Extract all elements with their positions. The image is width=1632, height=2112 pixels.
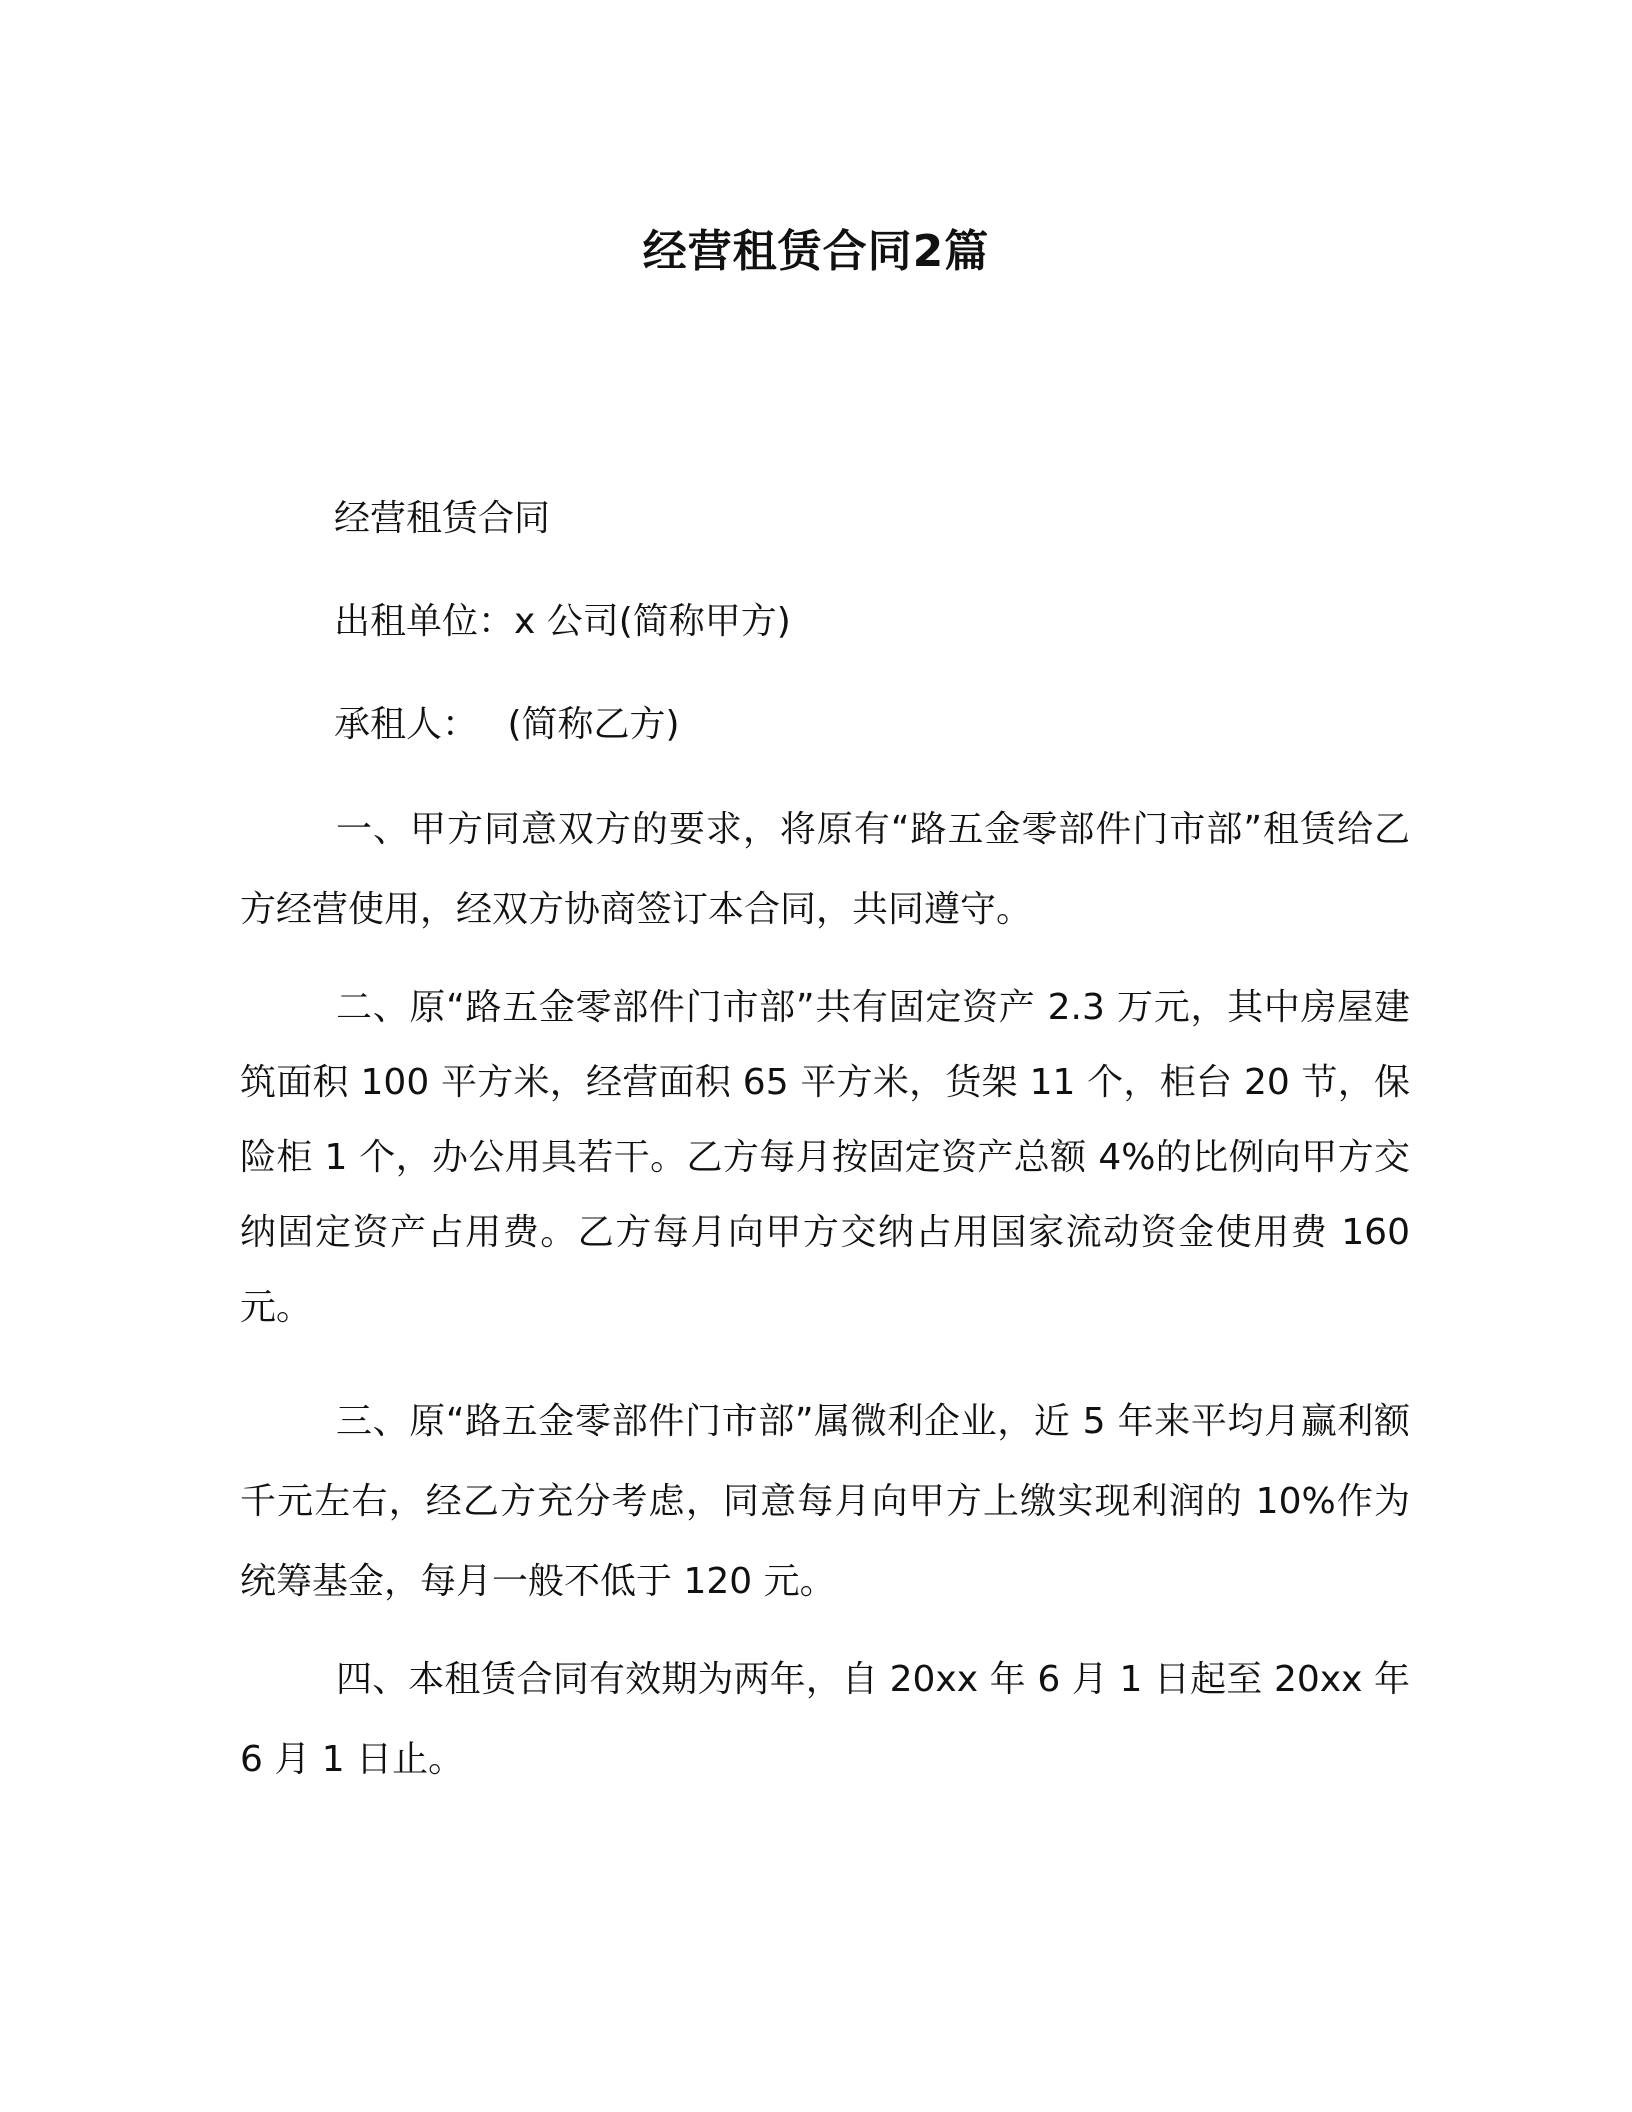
clause-1: 一、甲方同意双方的要求，将原有“路五金零部件门市部”租赁给乙方经营使用，经双方协商签订本合同，共同遵守。 (240, 809, 1410, 930)
contract-subtitle: 经营租赁合同 (334, 498, 551, 539)
lessee-line: 承租人： (简称乙方) (334, 704, 680, 745)
lessor-line: 出租单位：x 公司(简称甲方) (334, 601, 791, 642)
clause-2: 二、原“路五金零部件门市部”共有固定资产 2.3 万元，其中房屋建筑面积 100 平方米，经营面积 65 平方米，货架 11 个，柜台 20 节，保险柜 1 个，办公用具若干。乙方每月按固定资产总额 4%的比例向甲方交纳固定资产占用费。乙方每月向甲方交纳占用国家流动资金使用费 160 元。 (240, 987, 1410, 1328)
document-title: 经营租赁合同2篇 (642, 226, 990, 277)
clause-3: 三、原“路五金零部件门市部”属微利企业，近 5 年来平均月赢利额千元左右，经乙方充分考虑，同意每月向甲方上缴实现利润的 10%作为统筹基金，每月一般不低于 120 元。 (240, 1401, 1410, 1602)
clause-4: 四、本租赁合同有效期为两年，自 20xx 年 6 月 1 日起至 20xx 年 6 月 1 日止。 (240, 1659, 1410, 1780)
